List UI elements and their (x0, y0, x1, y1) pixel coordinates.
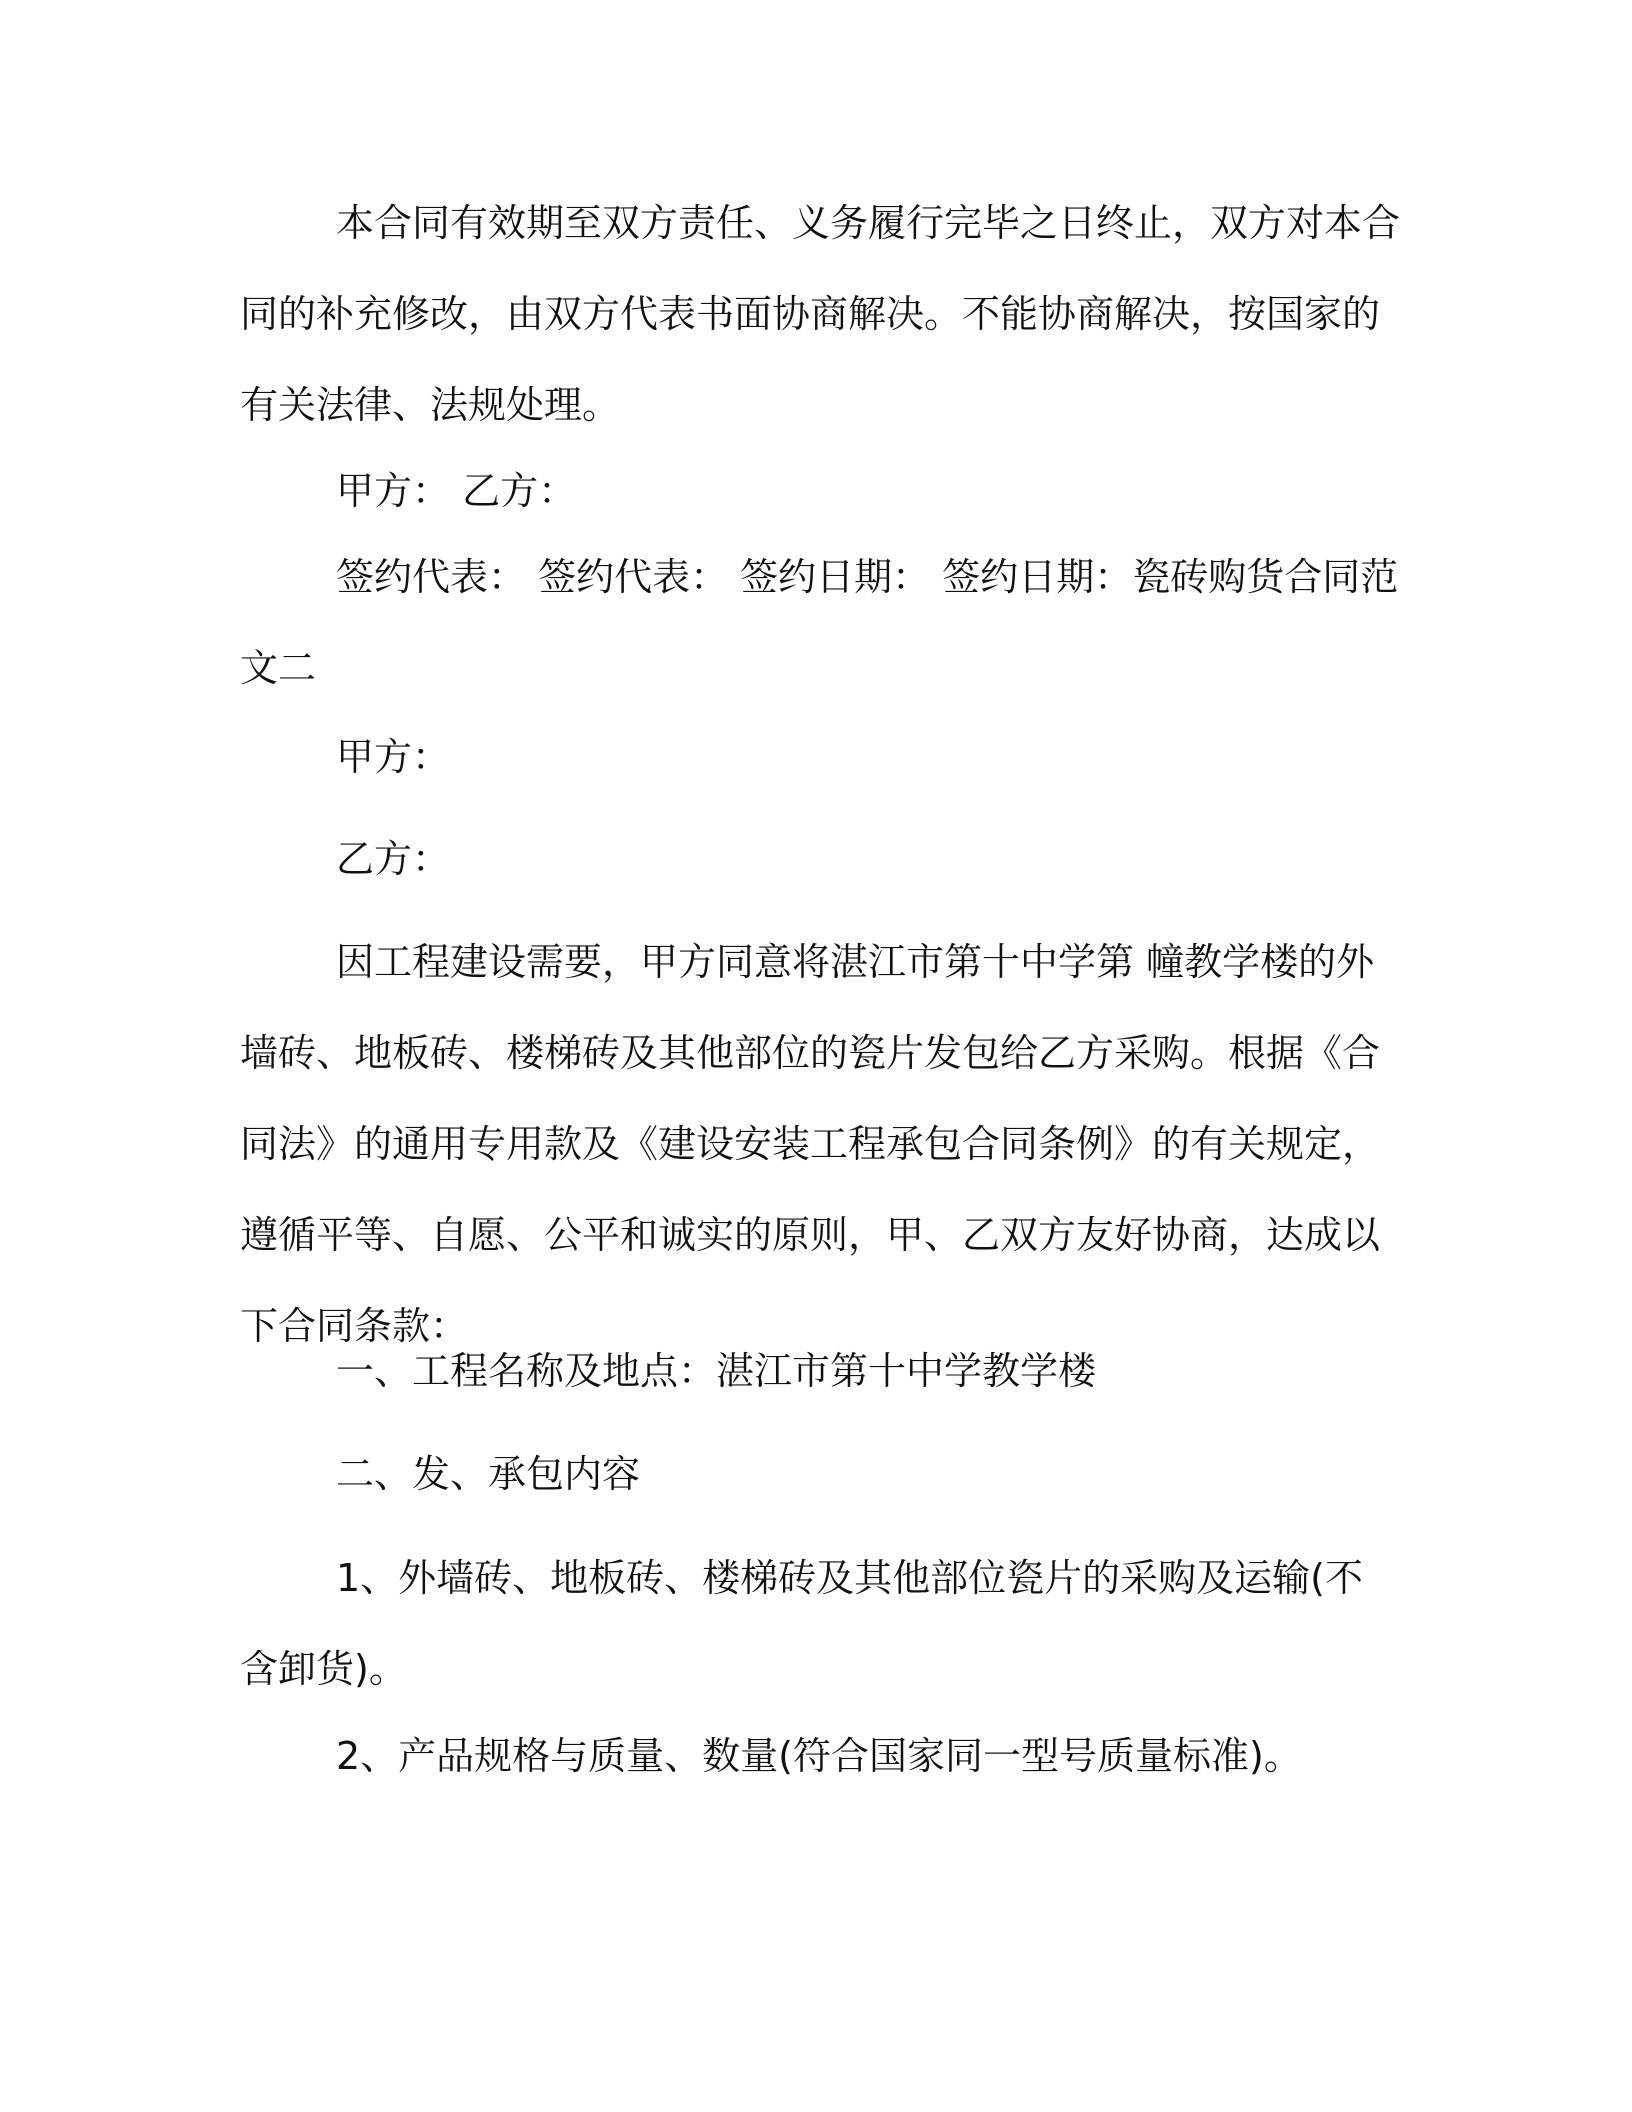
clause-procurement-transport: 1、外墙砖、地板砖、楼梯砖及其他部位瓷片的采购及运输(不含卸货)。 (240, 1556, 1364, 1691)
paragraph-party-b: 乙方： (336, 837, 451, 881)
paragraph-project-background: 因工程建设需要，甲方同意将湛江市第十中学第 幢教学楼的外墙砖、地板砖、楼梯砖及其他部位的瓷片发包给乙方采购。根据《合同法》的通用专用款及《建设安装工程承包合同条例》的有关规定，遵循平等、自愿、公平和诚实的原则，甲、乙双方友好协商，达成以下合同条款： (240, 940, 1381, 1348)
paragraph-parties-signature: 甲方： 乙方： (336, 469, 577, 513)
heading-contract-content: 二、发、承包内容 (336, 1452, 641, 1496)
paragraph-party-a: 甲方： (336, 735, 451, 779)
paragraph-validity-term: 本合同有效期至双方责任、义务履行完毕之日终止，双方对本合同的补充修改，由双方代表书面协商解决。不能协商解决，按国家的有关法律、法规处理。 (240, 201, 1401, 427)
clause-specification-quality: 2、产品规格与质量、数量(符合国家同一型号质量标准)。 (336, 1734, 1302, 1778)
heading-project-name-location: 一、工程名称及地点：湛江市第十中学教学楼 (336, 1349, 1097, 1393)
paragraph-signing-representatives: 签约代表： 签约代表： 签约日期： 签约日期：瓷砖购货合同范文二 (240, 555, 1399, 690)
